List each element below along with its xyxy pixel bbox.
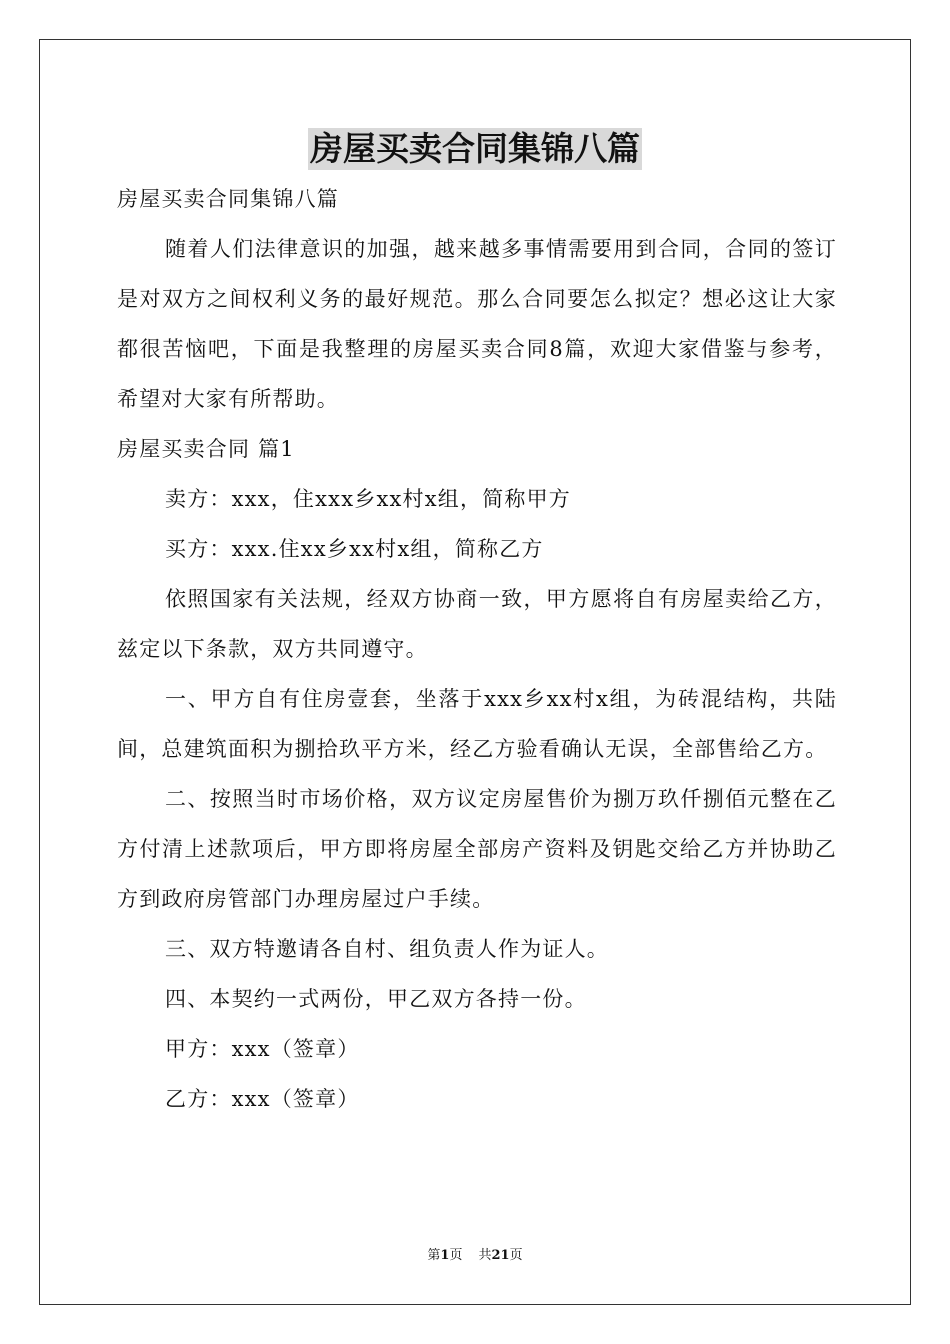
paragraph: 一、甲方自有住房壹套，坐落于xxx乡xx村x组，为砖混结构，共陆间，总建筑面积为捌拾玖平方米，经乙方验看确认无误，全部售给乙方。: [117, 687, 837, 761]
page-footer: [0, 1246, 950, 1266]
page-prefix: 第: [427, 1248, 441, 1263]
paragraph: 买方：xxx.住xx乡xx村x组，简称乙方: [165, 537, 544, 561]
signature-line: 甲方：xxx（签章）: [165, 1037, 360, 1061]
paragraph: 随着人们法律意识的加强，越来越多事情需要用到合同，合同的签订是对双方之间权利义务的最好规范。那么合同要怎么拟定？想必这让大家都很苦恼吧，下面是我整理的房屋买卖合同8篇，欢迎大家借鉴与参考，希望对大家有所帮助。: [117, 237, 837, 411]
paragraph: 三、双方特邀请各自村、组负责人作为证人。: [165, 937, 609, 961]
document-body: [117, 174, 837, 1124]
title-block: [0, 128, 950, 170]
paragraph: 依照国家有关法规，经双方协商一致，甲方愿将自有房屋卖给乙方，兹定以下条款，双方共同遵守。: [117, 587, 837, 661]
paragraph: 四、本契约一式两份，甲乙双方各持一份。: [165, 987, 587, 1011]
total-suffix: 页: [509, 1248, 523, 1263]
total-prefix: 共: [478, 1248, 492, 1263]
signature-line: 乙方：xxx（签章）: [165, 1087, 360, 1111]
document-title: 房屋买卖合同集锦八篇: [310, 129, 640, 168]
page-current: 1: [440, 1248, 450, 1263]
page-total: 21: [491, 1248, 510, 1263]
paragraph: 二、按照当时市场价格，双方议定房屋售价为捌万玖仟捌佰元整在乙方付清上述款项后，甲方即将房屋全部房产资料及钥匙交给乙方并协助乙方到政府房管部门办理房屋过户手续。: [117, 787, 837, 911]
paragraph: 卖方：xxx，住xxx乡xx村x组，简称甲方: [165, 487, 571, 511]
page-suffix: 页: [449, 1248, 463, 1263]
paragraph: 房屋买卖合同集锦八篇: [117, 187, 339, 211]
section-heading: 房屋买卖合同 篇1: [117, 437, 295, 461]
